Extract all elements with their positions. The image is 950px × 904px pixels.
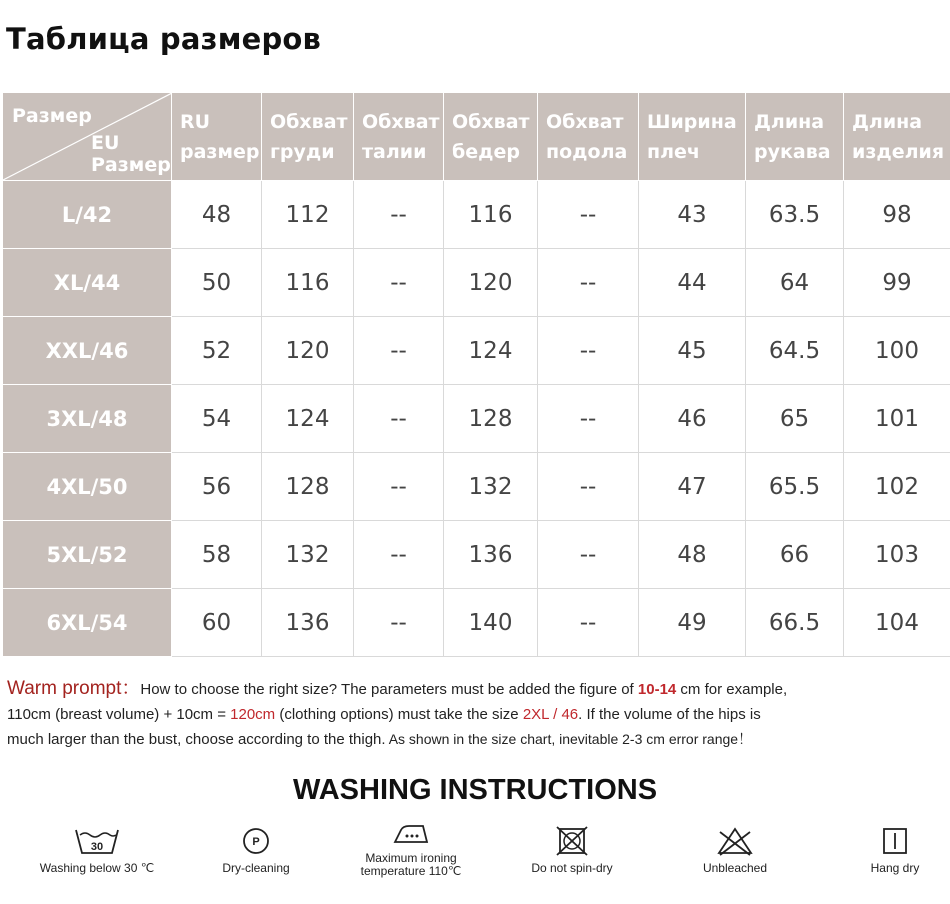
cell-waist: -- xyxy=(354,385,444,453)
cell-shoulder: 48 xyxy=(639,521,746,589)
prompt-text-6: much larger than the bust, choose according to the thigh. xyxy=(7,731,386,748)
cell-chest: 132 xyxy=(262,521,354,589)
cell-eu-size: 6XL/54 xyxy=(3,589,172,657)
cell-sleeve: 64.5 xyxy=(746,317,844,385)
header-ru-size: RU размер xyxy=(172,93,262,181)
table-row xyxy=(3,453,950,521)
cell-hips: 128 xyxy=(444,385,538,453)
no-spin-dry-icon xyxy=(556,826,588,856)
cell-waist: -- xyxy=(354,181,444,249)
care-item-dry-clean xyxy=(210,826,302,875)
cell-length: 103 xyxy=(844,521,950,589)
care-item-wash xyxy=(38,826,156,875)
iron-icon xyxy=(391,822,431,846)
care-item-hang-dry xyxy=(860,826,930,875)
cell-length: 102 xyxy=(844,453,950,521)
header-waist: Обхват талии xyxy=(354,93,444,181)
svg-text:30: 30 xyxy=(90,841,104,853)
cell-shoulder: 46 xyxy=(639,385,746,453)
header-hips: Обхват бедер xyxy=(444,93,538,181)
cell-hips: 120 xyxy=(444,249,538,317)
care-label-iron-2: temperature 110℃ xyxy=(360,864,462,878)
table-row xyxy=(3,385,950,453)
header-sleeve: Длина рукава xyxy=(746,93,844,181)
prompt-size: 2XL / 46 xyxy=(522,706,579,723)
header-shoulder: Ширина плеч xyxy=(639,93,746,181)
corner-label-eu: EU xyxy=(91,132,120,154)
hang-dry-icon xyxy=(881,826,909,856)
cell-length: 98 xyxy=(844,181,950,249)
wash-30-icon xyxy=(74,826,120,856)
cell-eu-size: XL/44 xyxy=(3,249,172,317)
cell-hem: -- xyxy=(538,453,639,521)
svg-text:P: P xyxy=(252,836,260,848)
header-hem: Обхват подола xyxy=(538,93,639,181)
cell-eu-size: L/42 xyxy=(3,181,172,249)
cell-chest: 128 xyxy=(262,453,354,521)
cell-ru-size: 60 xyxy=(172,589,262,657)
cell-waist: -- xyxy=(354,317,444,385)
care-label-iron-1: Maximum ironing xyxy=(365,851,457,865)
cell-chest: 120 xyxy=(262,317,354,385)
table-row xyxy=(3,521,950,589)
cell-waist: -- xyxy=(354,249,444,317)
table-row xyxy=(3,317,950,385)
cell-eu-size: 4XL/50 xyxy=(3,453,172,521)
cell-shoulder: 45 xyxy=(639,317,746,385)
cell-sleeve: 64 xyxy=(746,249,844,317)
care-label-no-bleach: Unbleached xyxy=(702,861,768,875)
cell-hem: -- xyxy=(538,317,639,385)
table-row xyxy=(3,181,950,249)
cell-eu-size: XXL/46 xyxy=(3,317,172,385)
care-label-hang-dry: Hang dry xyxy=(870,861,920,875)
cell-hem: -- xyxy=(538,385,639,453)
cell-hem: -- xyxy=(538,249,639,317)
cell-hem: -- xyxy=(538,181,639,249)
table-header-row xyxy=(3,93,950,181)
cell-hips: 136 xyxy=(444,521,538,589)
care-item-iron xyxy=(356,822,466,878)
cell-shoulder: 43 xyxy=(639,181,746,249)
cell-waist: -- xyxy=(354,589,444,657)
cell-ru-size: 58 xyxy=(172,521,262,589)
table-body xyxy=(3,181,950,657)
cell-hem: -- xyxy=(538,521,639,589)
cell-ru-size: 52 xyxy=(172,317,262,385)
prompt-range: 10-14 xyxy=(637,681,677,698)
cell-eu-size: 3XL/48 xyxy=(3,385,172,453)
cell-ru-size: 50 xyxy=(172,249,262,317)
cell-chest: 112 xyxy=(262,181,354,249)
cell-ru-size: 56 xyxy=(172,453,262,521)
corner-header-cell xyxy=(3,93,172,181)
cell-sleeve: 65 xyxy=(746,385,844,453)
cell-ru-size: 48 xyxy=(172,181,262,249)
no-bleach-icon xyxy=(716,826,754,856)
cell-shoulder: 49 xyxy=(639,589,746,657)
cell-hips: 116 xyxy=(444,181,538,249)
cell-length: 100 xyxy=(844,317,950,385)
prompt-text-2: cm for example, xyxy=(676,681,788,698)
prompt-text-7: As shown in the size chart, inevitable 2-3 cm error range！ xyxy=(385,731,753,747)
table-row xyxy=(3,589,950,657)
cell-eu-size: 5XL/52 xyxy=(3,521,172,589)
cell-sleeve: 65.5 xyxy=(746,453,844,521)
care-item-no-spin xyxy=(524,826,620,875)
cell-sleeve: 63.5 xyxy=(746,181,844,249)
cell-length: 99 xyxy=(844,249,950,317)
cell-hips: 124 xyxy=(444,317,538,385)
washing-title: WASHING INSTRUCTIONS xyxy=(292,774,658,806)
prompt-text-1: How to choose the right size? The parameters must be added the figure of xyxy=(140,681,638,698)
care-label-no-spin: Do not spin-dry xyxy=(531,861,613,875)
size-table xyxy=(2,92,950,657)
corner-label-size-bottom: Размер xyxy=(91,154,171,176)
cell-waist: -- xyxy=(354,453,444,521)
cell-hem: -- xyxy=(538,589,639,657)
cell-chest: 116 xyxy=(262,249,354,317)
cell-sleeve: 66.5 xyxy=(746,589,844,657)
page-title: Таблица размеров xyxy=(6,22,322,56)
header-length: Длина изделия xyxy=(844,93,950,181)
cell-ru-size: 54 xyxy=(172,385,262,453)
header-chest: Обхват груди xyxy=(262,93,354,181)
cell-chest: 124 xyxy=(262,385,354,453)
warm-prompt xyxy=(7,676,942,752)
table-row xyxy=(3,249,950,317)
prompt-lead: Warm prompt： xyxy=(7,678,141,699)
care-label-wash: Washing below 30 ℃ xyxy=(39,861,155,875)
cell-waist: -- xyxy=(354,521,444,589)
prompt-text-4: (clothing options) must take the size xyxy=(275,706,523,723)
corner-label-size: Размер xyxy=(12,105,92,127)
dry-clean-p-icon xyxy=(241,826,271,856)
prompt-result: 120cm xyxy=(230,706,276,723)
cell-sleeve: 66 xyxy=(746,521,844,589)
prompt-text-3: 110cm (breast volume) + 10cm = xyxy=(7,706,231,723)
cell-hips: 132 xyxy=(444,453,538,521)
prompt-text-5: . If the volume of the hips is xyxy=(578,706,761,723)
cell-hips: 140 xyxy=(444,589,538,657)
cell-chest: 136 xyxy=(262,589,354,657)
cell-shoulder: 47 xyxy=(639,453,746,521)
cell-length: 101 xyxy=(844,385,950,453)
cell-length: 104 xyxy=(844,589,950,657)
cell-shoulder: 44 xyxy=(639,249,746,317)
care-item-no-bleach xyxy=(692,826,778,875)
care-label-dry-clean: Dry-cleaning xyxy=(222,861,290,875)
